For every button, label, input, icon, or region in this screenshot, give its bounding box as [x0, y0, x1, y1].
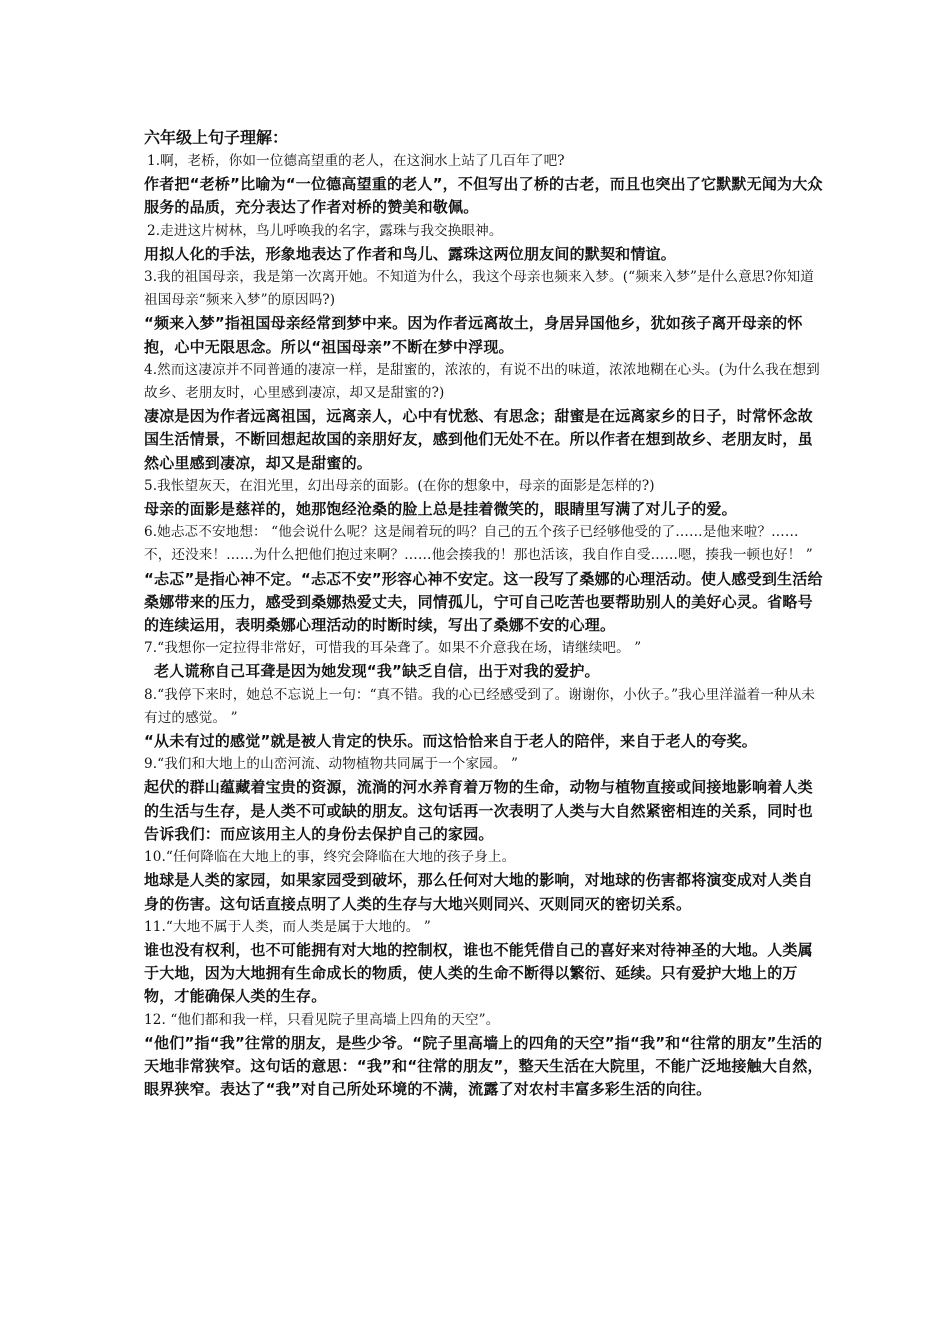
question-8: 8.“我停下来时，她总不忘说上一句：“真不错。我的心已经感受到了。谢谢你，小伙子。”我心里洋溢着一种从未有过的感觉。 ” [144, 686, 816, 726]
question-12: 12. “他们都和我一样，只看见院子里高墙上四角的天空”。 [144, 1011, 500, 1028]
answer-1: 作者把“老桥”比喻为“一位德高望重的老人”，不但写出了桥的古老，而且也突出了它默默无闻为大众服务的品质，充分表达了作者对桥的赞美和敬佩。 [144, 175, 823, 217]
document-page [144, 118, 824, 1101]
question-10: 10.“任何降临在大地上的事，终究会降临在大地的孩子身上。 [144, 849, 516, 866]
question-7: 7.“我想你一定拉得非常好，可惜我的耳朵聋了。如果不介意我在场，请继续吧。 ” [144, 640, 642, 657]
question-5: 5.我怅望灰天，在泪光里，幻出母亲的面影。(在你的想象中，母亲的面影是怎样的?) [144, 477, 655, 494]
question-3: 3.我的祖国母亲，我是第一次离开她。不知道为什么，我这个母亲也频来入梦。(“频来入梦”是什么意思?你知道祖国母亲“频来入梦”的原因吗?) [144, 269, 814, 309]
page-title: 六年级上句子理解： [144, 128, 289, 147]
answer-12: “他们”指“我”往常的朋友，是些少爷。“院子里高墙上的四角的天空”指“我”和“往常的朋友”生活的天地非常狭窄。这句话的意思：“我”和“往常的朋友”，整天生活在大院里，不能广泛地接触大自然，眼界狭窄。表达了“我”对自己所处环境的不满，流露了对农村丰富多彩生活的向往。 [144, 1033, 823, 1099]
question-6: 6.她忐忑不安地想： “他会说什么呢？这是闹着玩的吗？自己的五个孩子已经够他受的了……是他来啦？……不，还没来！……为什么把他们抱过来啊？……他会揍我的！那也活该，我自作自受……嗯，揍我一顿也好！ ” [144, 524, 813, 564]
question-9: 9.“我们和大地上的山峦河流、动物植物共同属于一个家园。 ” [144, 756, 519, 773]
answer-7: 老人谎称自己耳聋是因为她发现“我”缺乏自信，出于对我的爱护。 [154, 662, 600, 681]
answer-8: “从未有过的感觉”就是被人肯定的快乐。而这恰恰来自于老人的陪伴，来自于老人的夸奖。 [144, 732, 757, 751]
answer-9: 起伏的群山蕴藏着宝贵的资源，流淌的河水养育着万物的生命，动物与植物直接或间接地影响着人类的生活与生存，是人类不可或缺的朋友。这句话再一次表明了人类与大自然紧密相连的关系，同时也告诉我们：而应该用主人的身份去保护自己的家园。 [144, 778, 813, 843]
answer-2: 用拟人化的手法，形象地表达了作者和鸟儿、露珠这两位朋友间的默契和情谊。 [144, 244, 677, 263]
question-4: 4.然而这凄凉并不同普通的凄凉一样，是甜蜜的，浓浓的，有说不出的味道，浓浓地糊在心头。(为什么我在想到故乡、老朋友时，心里感到凄凉，却又是甜蜜的?) [144, 361, 820, 402]
answer-6: “忐忑”是指心神不定。“忐忑不安”形容心神不安定。这一段写了桑娜的心理活动。使人感受到生活给桑娜带来的压力，感受到桑娜热爱丈夫，同情孤儿，宁可自己吃苦也要帮助别人的美好心灵。省略号的连续运用，表明桑娜心理活动的时断时续，写出了桑娜不安的心理。 [144, 569, 823, 635]
question-11: 11.“大地不属于人类，而人类是属于大地的。 ” [144, 918, 431, 935]
answer-3: “频来入梦”指祖国母亲经常到梦中来。因为作者远离故土，身居异国他乡，犹如孩子离开母亲的怀抱，心中无限思念。所以“祖国母亲”不断在梦中浮现。 [144, 314, 803, 356]
answer-11: 谁也没有权利，也不可能拥有对大地的控制权，谁也不能凭借自己的喜好来对待神圣的大地。人类属于大地，因为大地拥有生命成长的物质，使人类的生命不断得以繁衍、延续。只有爱护大地上的万物，才能确保人类的生存。 [144, 940, 813, 1006]
question-2: 2.走进这片树林，鸟儿呼唤我的名字，露珠与我交换眼神。 [147, 222, 503, 239]
question-1: 1.啊，老桥，你如一位德高望重的老人，在这涧水上站了几百年了吧? [147, 153, 565, 169]
answer-4: 凄凉是因为作者远离祖国，远离亲人，心中有忧愁、有思念；甜蜜是在远离家乡的日子，时常怀念故国生活情景，不断回想起故国的亲朋好友，感到他们无处不在。所以作者在想到故乡、老朋友时，虽然心里感到凄凉，却又是甜蜜的。 [144, 407, 813, 472]
answer-10: 地球是人类的家园，如果家园受到破坏，那么任何对大地的影响，对地球的伤害都将演变成对人类自身的伤害。这句话直接点明了人类的生存与大地兴则同兴、灭则同灭的密切关系。 [144, 871, 813, 913]
answer-5: 母亲的面影是慈祥的，她那饱经沧桑的脸上总是挂着微笑的，眼睛里写满了对儿子的爱。 [144, 500, 737, 519]
